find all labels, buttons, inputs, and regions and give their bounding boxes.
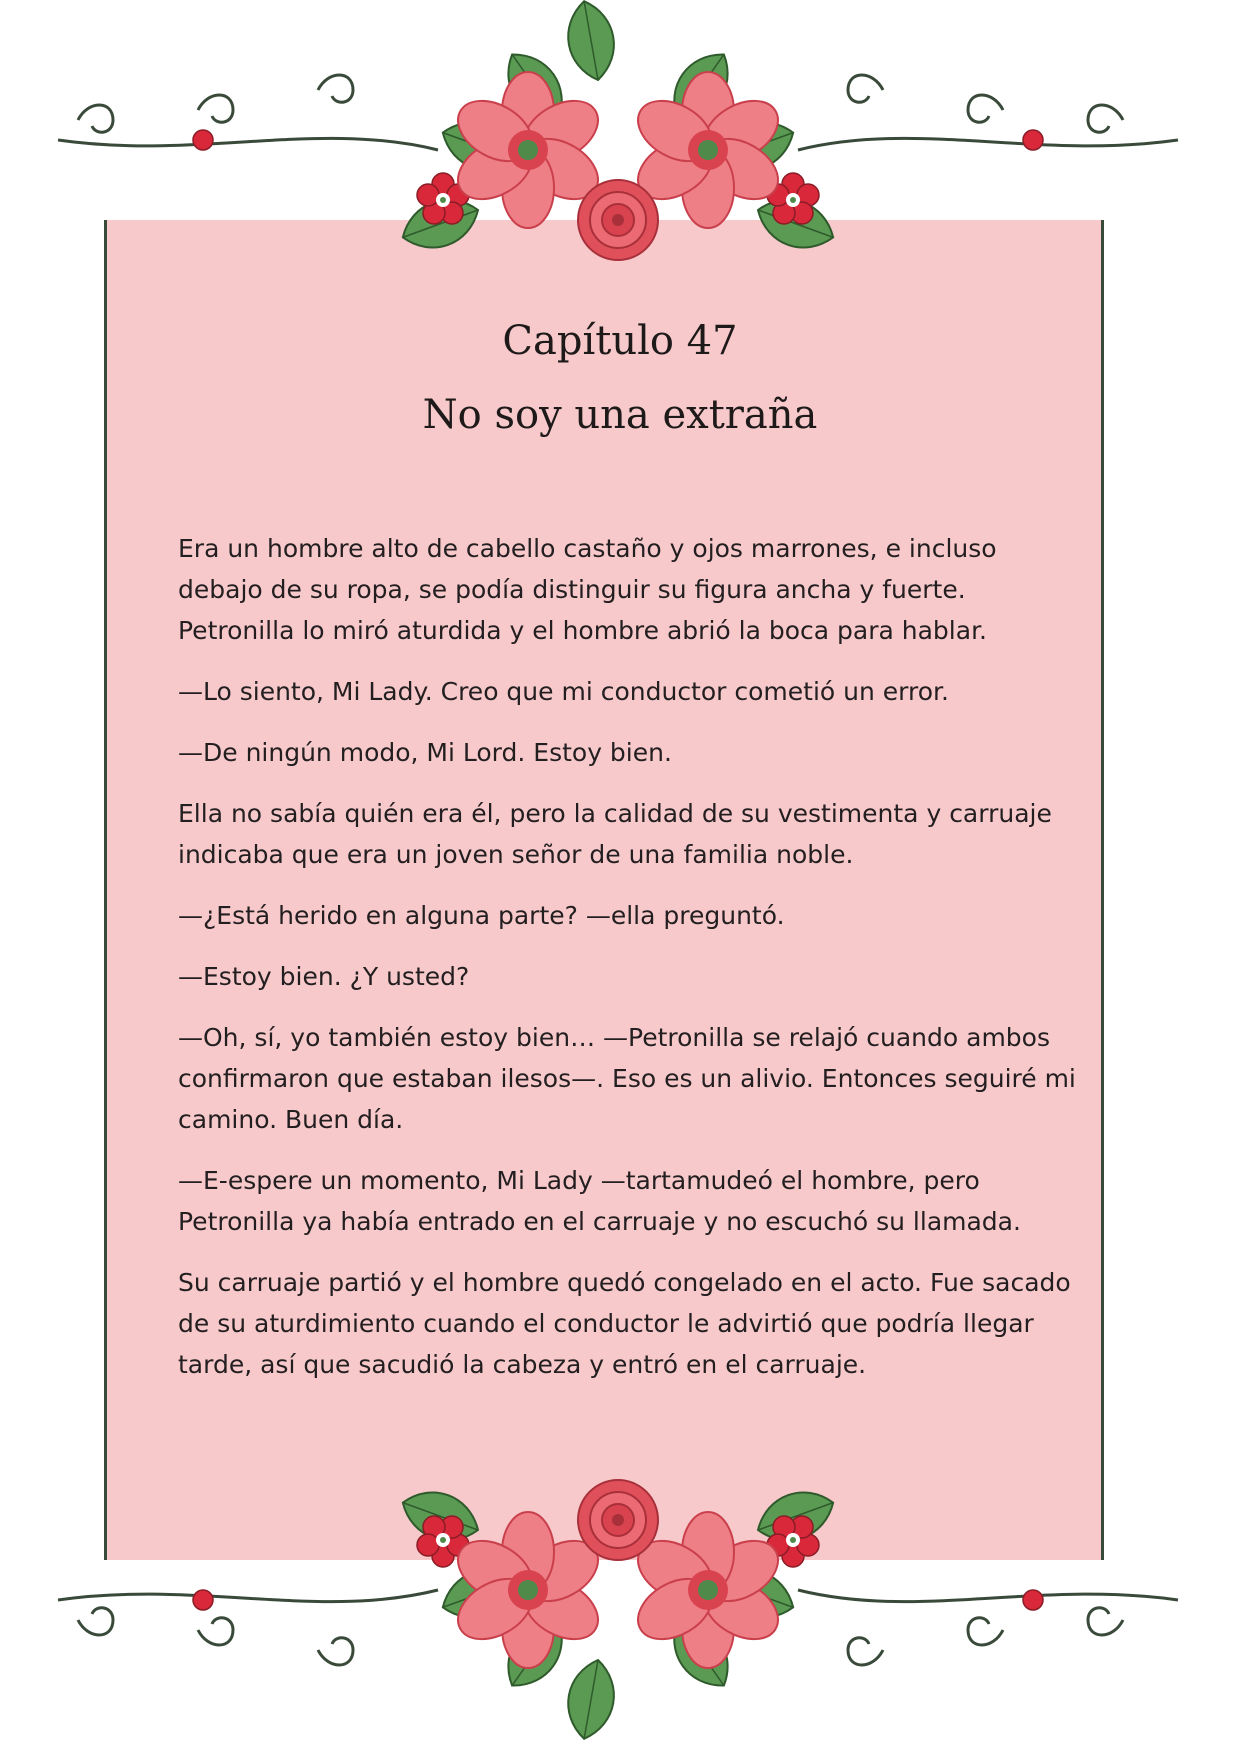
chapter-body bbox=[178, 528, 1078, 1405]
chapter-heading: Capítulo 47 bbox=[502, 318, 738, 364]
paragraph: Su carruaje partió y el hombre quedó congelado en el acto. Fue sacado de su aturdimiento cuando el conductor le advirtió que podría llegar tarde, así que sacudió la cabeza y entró en el carruaje. bbox=[178, 1268, 1071, 1379]
paragraph: —E-espere un momento, Mi Lady —tartamudeó el hombre, pero Petronilla ya había entrado en el carruaje y no escuchó su llamada. bbox=[178, 1166, 1021, 1236]
paragraph: —Oh, sí, yo también estoy bien… —Petronilla se relajó cuando ambos confirmaron que estaban ilesos—. Eso es un alivio. Entonces seguiré mi camino. Buen día. bbox=[178, 1023, 1076, 1134]
paragraph: —Estoy bien. ¿Y usted? bbox=[178, 962, 470, 991]
paragraph: —De ningún modo, Mi Lord. Estoy bien. bbox=[178, 738, 672, 767]
chapter-title: No soy una extraña bbox=[422, 392, 818, 438]
paragraph: —¿Está herido en alguna parte? —ella preguntó. bbox=[178, 901, 785, 930]
paragraph: Era un hombre alto de cabello castaño y ojos marrones, e incluso debajo de su ropa, se podía distinguir su figura ancha y fuerte. Petronilla lo miró aturdida y el hombre abrió la boca para hablar. bbox=[178, 534, 997, 645]
paragraph: Ella no sabía quién era él, pero la calidad de su vestimenta y carruaje indicaba que era un joven señor de una familia noble. bbox=[178, 799, 1052, 869]
paragraph: —Lo siento, Mi Lady. Creo que mi conductor cometió un error. bbox=[178, 677, 949, 706]
